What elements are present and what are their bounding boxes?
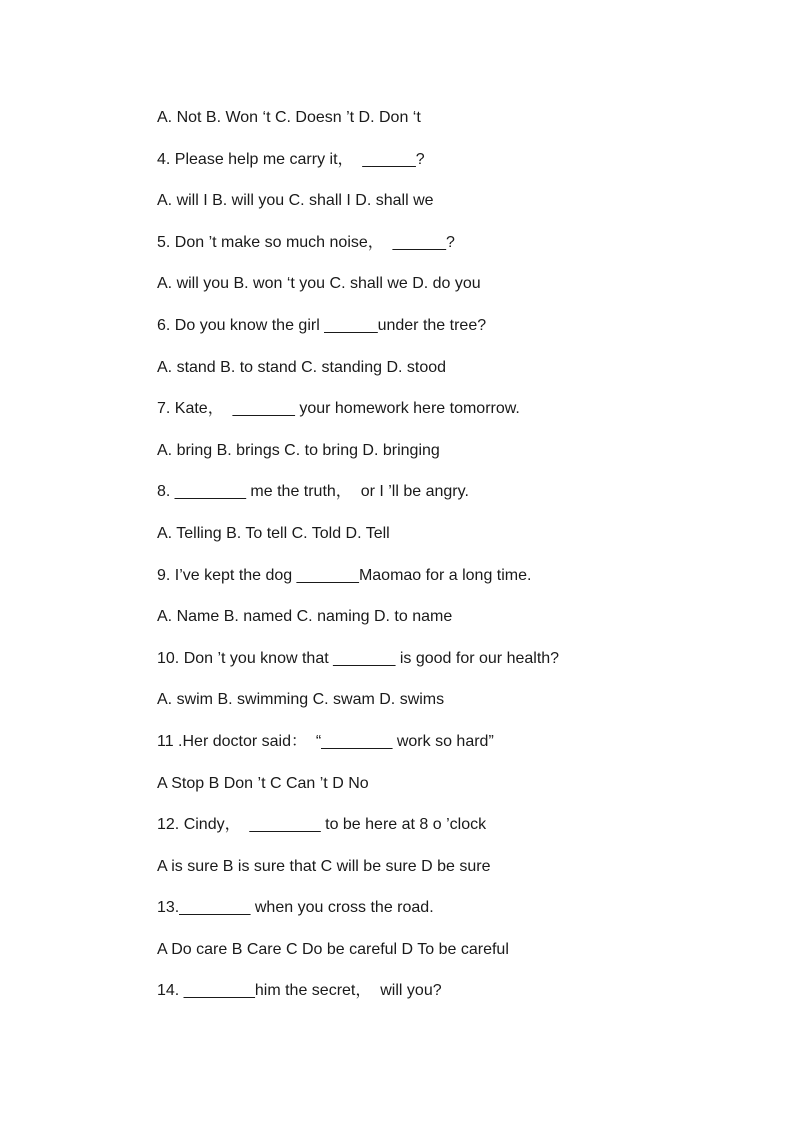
question-12: 12. Cindy， ________ to be here at 8 o ’clock: [157, 816, 487, 834]
question-5: 5. Don ’t make so much noise， ______?: [157, 233, 455, 251]
question-7: 7. Kate， _______ your homework here tomorrow.: [157, 400, 520, 418]
options-line-5: A. will you B. won ‘t you C. shall we D. do you: [157, 275, 481, 293]
options-line-9: A. Name B. named C. naming D. to name: [157, 608, 453, 626]
question-8: 8. ________ me the truth， or I ’ll be angry.: [157, 483, 469, 501]
options-line-7: A. bring B. brings C. to bring D. bringing: [157, 441, 440, 459]
question-9: 9. I’ve kept the dog _______Maomao for a long time.: [157, 566, 532, 584]
question-11: 11 .Her doctor said： “________ work so hard”: [157, 732, 494, 750]
options-line-13: A Do care B Care C Do be careful D To be careful: [157, 940, 509, 958]
question-10: 10. Don ’t you know that _______ is good for our health?: [157, 649, 560, 667]
options-line-3: A. Not B. Won ‘t C. Doesn ’t D. Don ‘t: [157, 109, 421, 126]
exercise-list: [157, 106, 757, 1021]
options-line-11: A Stop B Don ’t C Can ’t D No: [157, 774, 369, 792]
options-line-8: A. Telling B. To tell C. Told D. Tell: [157, 524, 390, 542]
question-6: 6. Do you know the girl ______under the tree?: [157, 316, 487, 334]
question-14: 14. ________him the secret， will you?: [157, 982, 442, 1000]
options-line-6: A. stand B. to stand C. standing D. stood: [157, 358, 447, 376]
question-13: 13.________ when you cross the road.: [157, 899, 434, 917]
question-4: 4. Please help me carry it， ______?: [157, 150, 425, 168]
options-line-10: A. swim B. swimming C. swam D. swims: [157, 691, 445, 709]
options-line-4: A. will I B. will you C. shall I D. shall we: [157, 192, 434, 210]
options-line-12: A is sure B is sure that C will be sure D be sure: [157, 857, 491, 875]
